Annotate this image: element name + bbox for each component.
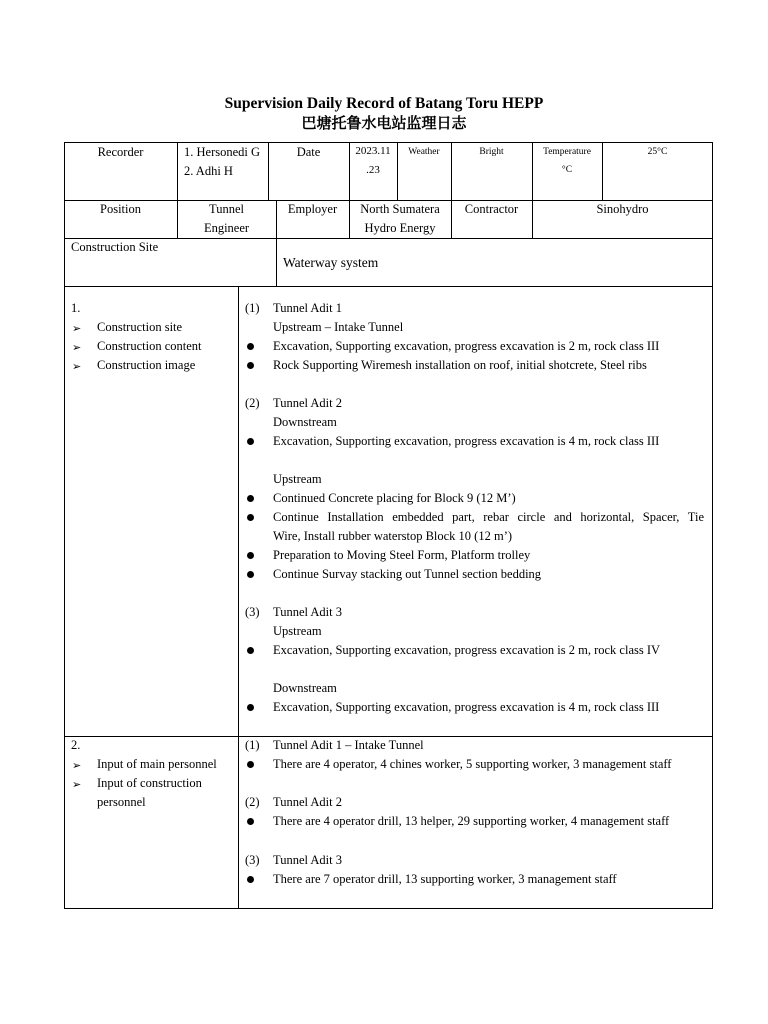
arrow-icon: ➢ bbox=[72, 341, 82, 354]
construction-site-value: Waterway system bbox=[283, 255, 379, 270]
bullet-icon bbox=[247, 495, 254, 502]
personnel-2-title: Tunnel Adit 2 bbox=[273, 795, 343, 809]
bullet-icon bbox=[247, 704, 254, 711]
personnel-3-title: Tunnel Adit 3 bbox=[273, 853, 343, 867]
bullet-icon bbox=[247, 362, 254, 369]
adit-2-bullet-continued: Wire, Install rubber waterstop Block 10 (12 m’) bbox=[273, 529, 513, 543]
weather-value: Bright bbox=[479, 147, 504, 157]
document-title: Supervision Daily Record of Batang Toru HEPP bbox=[224, 95, 544, 112]
position-value-line1: Tunnel bbox=[209, 202, 244, 216]
adit-3-upstream: Upstream bbox=[273, 624, 322, 638]
date-value-line1: 2023.11 bbox=[355, 145, 391, 157]
section-1-number: 1. bbox=[71, 301, 81, 315]
section-1-item: Construction content bbox=[97, 339, 202, 353]
adit-2-bullet: Continued Concrete placing for Block 9 (12 M’) bbox=[273, 491, 516, 505]
section-1-item: Construction site bbox=[97, 320, 183, 334]
document-title-chinese: 巴塘托鲁水电站监理日志 bbox=[301, 114, 467, 132]
section-1-item: Construction image bbox=[97, 358, 196, 372]
adit-3-bullet: Excavation, Supporting excavation, progress excavation is 2 m, rock class IV bbox=[273, 643, 661, 657]
construction-site-label: Construction Site bbox=[71, 240, 159, 254]
arrow-icon: ➢ bbox=[72, 759, 82, 772]
adit-2-bullet: Excavation, Supporting excavation, progress excavation is 4 m, rock class III bbox=[273, 434, 660, 448]
recorder-1: 1. Hersonedi G bbox=[184, 145, 261, 159]
personnel-2-number: (2) bbox=[245, 795, 260, 809]
temperature-unit: °C bbox=[561, 165, 573, 175]
adit-2-bullet: Preparation to Moving Steel Form, Platform trolley bbox=[273, 548, 531, 562]
position-value-line2: Engineer bbox=[203, 221, 250, 235]
adit-2-bullet: Continue Survay stacking out Tunnel section bedding bbox=[273, 567, 542, 581]
bullet-icon bbox=[247, 514, 254, 521]
section-2-number: 2. bbox=[71, 738, 81, 752]
bullet-icon bbox=[247, 571, 254, 578]
adit-2-downstream: Downstream bbox=[273, 415, 337, 429]
personnel-1-title: Tunnel Adit 1 – Intake Tunnel bbox=[273, 738, 424, 752]
bullet-icon bbox=[247, 438, 254, 445]
section-2-content bbox=[238, 736, 713, 908]
bullet-icon bbox=[247, 647, 254, 654]
date-label: Date bbox=[296, 145, 321, 159]
section-1 bbox=[64, 286, 238, 736]
arrow-icon: ➢ bbox=[72, 778, 82, 791]
personnel-1-number: (1) bbox=[245, 738, 260, 752]
adit-3-number: (3) bbox=[245, 605, 260, 619]
employer-value-line1: North Sumatera bbox=[360, 202, 440, 216]
adit-3-downstream: Downstream bbox=[273, 681, 337, 695]
recorder-label: Recorder bbox=[97, 145, 144, 159]
adit-3-bullet: Excavation, Supporting excavation, progress excavation is 4 m, rock class III bbox=[273, 700, 660, 714]
arrow-icon: ➢ bbox=[72, 360, 82, 373]
section-2-item: Input of construction bbox=[97, 776, 202, 790]
adit-2-bullet: Continue Installation embedded part, rebar circle and horizontal, Spacer, Tie bbox=[273, 510, 704, 524]
section-2-item-continued: personnel bbox=[97, 795, 146, 809]
adit-1-bullet: Rock Supporting Wiremesh installation on roof, initial shotcrete, Steel ribs bbox=[273, 358, 647, 372]
section-1-content bbox=[238, 286, 713, 736]
adit-1-title: Tunnel Adit 1 bbox=[273, 301, 343, 315]
contractor-label: Contractor bbox=[464, 202, 519, 216]
temperature-value: 25°C bbox=[647, 147, 668, 157]
temperature-label: Temperature bbox=[543, 147, 591, 157]
adit-1-number: (1) bbox=[245, 301, 260, 315]
personnel-2-bullet: There are 4 operator drill, 13 helper, 29 supporting worker, 4 management staff bbox=[273, 814, 670, 828]
adit-3-title: Tunnel Adit 3 bbox=[273, 605, 343, 619]
recorder-2: 2. Adhi H bbox=[184, 164, 233, 178]
bullet-icon bbox=[247, 818, 254, 825]
employer-label: Employer bbox=[287, 202, 338, 216]
section-2 bbox=[64, 736, 238, 908]
bullet-icon bbox=[247, 343, 254, 350]
adit-1-subtitle: Upstream – Intake Tunnel bbox=[273, 320, 404, 334]
adit-2-upstream: Upstream bbox=[273, 472, 322, 486]
personnel-3-bullet: There are 7 operator drill, 13 supporting worker, 3 management staff bbox=[273, 872, 617, 886]
adit-2-title: Tunnel Adit 2 bbox=[273, 396, 343, 410]
adit-2-number: (2) bbox=[245, 396, 260, 410]
position-label: Position bbox=[100, 202, 141, 216]
weather-label: Weather bbox=[408, 147, 440, 157]
bullet-icon bbox=[247, 552, 254, 559]
personnel-3-number: (3) bbox=[245, 853, 260, 867]
employer-value-line2: Hydro Energy bbox=[364, 221, 436, 235]
bullet-icon bbox=[247, 761, 254, 768]
contractor-value: Sinohydro bbox=[596, 202, 649, 216]
date-value-line2: .23 bbox=[366, 164, 380, 176]
arrow-icon: ➢ bbox=[72, 322, 82, 335]
bullet-icon bbox=[247, 876, 254, 883]
adit-1-bullet: Excavation, Supporting excavation, progress excavation is 2 m, rock class III bbox=[273, 339, 660, 353]
personnel-1-bullet: There are 4 operator, 4 chines worker, 5 supporting worker, 3 management staff bbox=[273, 757, 672, 771]
section-2-item: Input of main personnel bbox=[97, 757, 217, 771]
